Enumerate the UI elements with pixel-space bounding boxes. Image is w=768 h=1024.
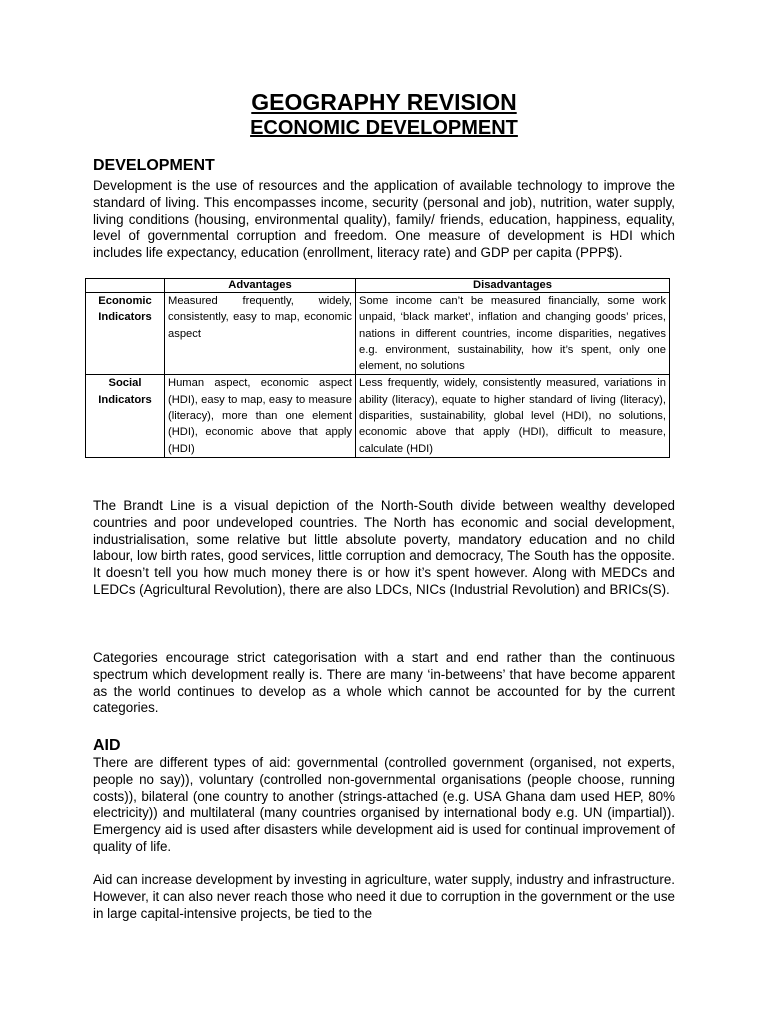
economic-advantages-cell: Measured frequently, widely, consistently, easy to map, economic aspect <box>165 293 356 375</box>
development-intro-paragraph: Development is the use of resources and the application of available technology to improve the standard of living. This encompasses income, security (personal and job), nutrition, water supply, living conditions (housing, environmental quality), family/ friends, education, happiness, equality, level of governmental corruption and freedom. One measure of development is HDI which includes life expectancy, education (enrollment, literacy rate) and GDP per capita (PPP$). <box>93 178 675 261</box>
table-row-economic-indicators <box>86 293 670 375</box>
table-row-social-indicators <box>86 375 670 457</box>
aid-types-paragraph: There are different types of aid: governmental (controlled government (organised, not experts, people no say)), voluntary (controlled non-governmental organisations (people choose, running costs)), bilateral (one country to another (strings-attached (e.g. USA Ghana dam used HEP, 80% electricity)) and multilateral (many countries organised by international body e.g. UN (impartial)). Emergency aid is used after disasters while development aid is used for continual improvement of quality of life. <box>93 755 675 854</box>
categories-paragraph: Categories encourage strict categorisation with a start and end rather than the continuous spectrum which development really is. There are many ‘in-betweens’ that have become apparent as the world continues to develop as a whole which cannot be accounted for by the current categories. <box>93 650 675 716</box>
economic-disadvantages-cell: Some income can’t be measured financially, some work unpaid, ‘black market’, inflation and changing goods’ prices, nations in different countries, income disparities, negatives e.g. environment, sustainability, how it’s spent, only one element, no solutions <box>356 293 670 375</box>
row-label-social-indicators: Social Indicators <box>86 375 165 457</box>
social-disadvantages-cell: Less frequently, widely, consistently measured, variations in ability (literacy), equate to higher standard of living (literacy), disparities, sustainability, global level (HDI), no solutions, economic above that apply (HDI), difficult to measure, calculate (HDI) <box>356 375 670 457</box>
aid-effects-paragraph: Aid can increase development by investing in agriculture, water supply, industry and infrastructure. However, it can also never reach those who need it due to corruption in the government or the use in large capital-intensive projects, be tied to the <box>93 872 675 921</box>
social-advantages-cell: Human aspect, economic aspect (HDI), easy to map, easy to measure (literacy), more than one element (HDI), economic above that apply (HDI) <box>165 375 356 457</box>
table-header-advantages: Advantages <box>165 279 356 293</box>
document-subtitle: ECONOMIC DEVELOPMENT <box>250 117 518 139</box>
table-header-blank <box>86 279 165 293</box>
table-header-row <box>86 279 670 293</box>
section-heading-development: DEVELOPMENT <box>93 157 215 174</box>
document-title: GEOGRAPHY REVISION <box>251 89 517 115</box>
row-label-economic-indicators: Economic Indicators <box>86 293 165 375</box>
brandt-line-paragraph: The Brandt Line is a visual depiction of the North-South divide between wealthy developed countries and poor undeveloped countries. The North has economic and social development, industrialisation, some relative but little absolute poverty, mandatory education and no child labour, low birth rates, good services, little corruption and democracy, The South has the opposite. It doesn’t tell you how much money there is or how it’s spent however. Along with MEDCs and LEDCs (Agricultural Revolution), there are also LDCs, NICs (Industrial Revolution) and BRICs(S). <box>93 498 675 597</box>
table-header-disadvantages: Disadvantages <box>356 279 670 293</box>
section-heading-aid: AID <box>93 737 121 754</box>
indicators-table <box>85 278 670 458</box>
